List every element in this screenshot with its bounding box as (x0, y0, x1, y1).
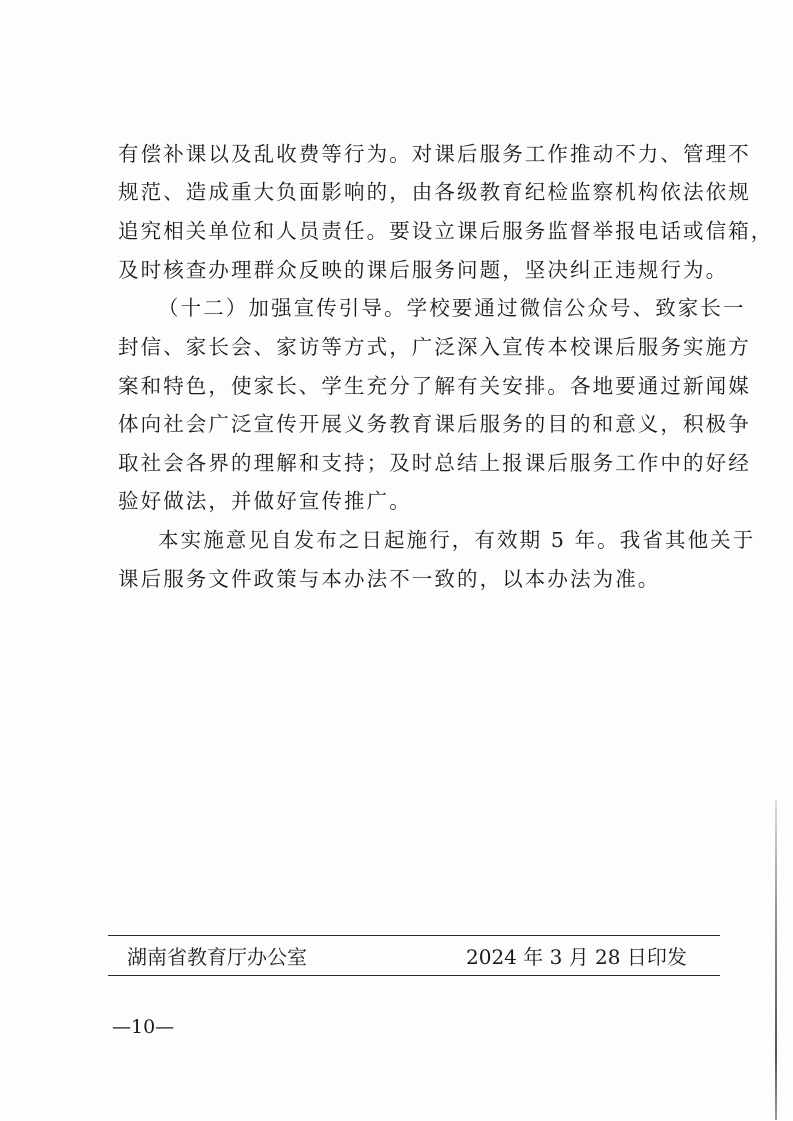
print-date: 2024 年 3 月 28 日印发 (466, 945, 687, 969)
paragraph-3-line-1: 本实施意见自发布之日起施行，有效期 5 年。我省其他关于 (158, 528, 756, 552)
paragraph-2-line-4: 体向社会广泛宣传开展义务教育课后服务的目的和意义，积极争 (118, 412, 751, 436)
page-number: —10— (112, 1016, 175, 1038)
footer-bottom-rule (108, 975, 720, 976)
paragraph-1-line-4: 及时核查办理群众反映的课后服务问题，坚决纠正违规行为。 (118, 258, 729, 282)
paragraph-1-line-2: 规范、造成重大负面影响的，由各级教育纪检监察机构依法依规 (118, 180, 751, 204)
paragraph-2-line-5: 取社会各界的理解和支持；及时总结上报课后服务工作中的好经 (118, 451, 751, 475)
issuer-name: 湖南省教育厅办公室 (127, 945, 307, 969)
paragraph-2-line-6: 验好做法，并做好宣传推广。 (118, 489, 412, 513)
paragraph-2-line-1: （十二）加强宣传引导。学校要通过微信公众号、致家长一 (158, 296, 746, 320)
paragraph-1-line-1: 有偿补课以及乱收费等行为。对课后服务工作推动不力、管理不 (118, 142, 751, 166)
paragraph-1-line-3: 追究相关单位和人员责任。要设立课后服务监督举报电话或信箱， (118, 219, 774, 243)
paragraph-2-line-3: 案和特色，使家长、学生充分了解有关安排。各地要通过新闻媒 (118, 374, 751, 398)
paragraph-2-line-2: 封信、家长会、家访等方式，广泛深入宣传本校课后服务实施方 (118, 335, 751, 359)
paragraph-3-line-2: 课后服务文件政策与本办法不一致的，以本办法为准。 (118, 567, 661, 591)
scan-edge-mark (775, 800, 777, 1120)
footer-top-rule (108, 935, 720, 936)
